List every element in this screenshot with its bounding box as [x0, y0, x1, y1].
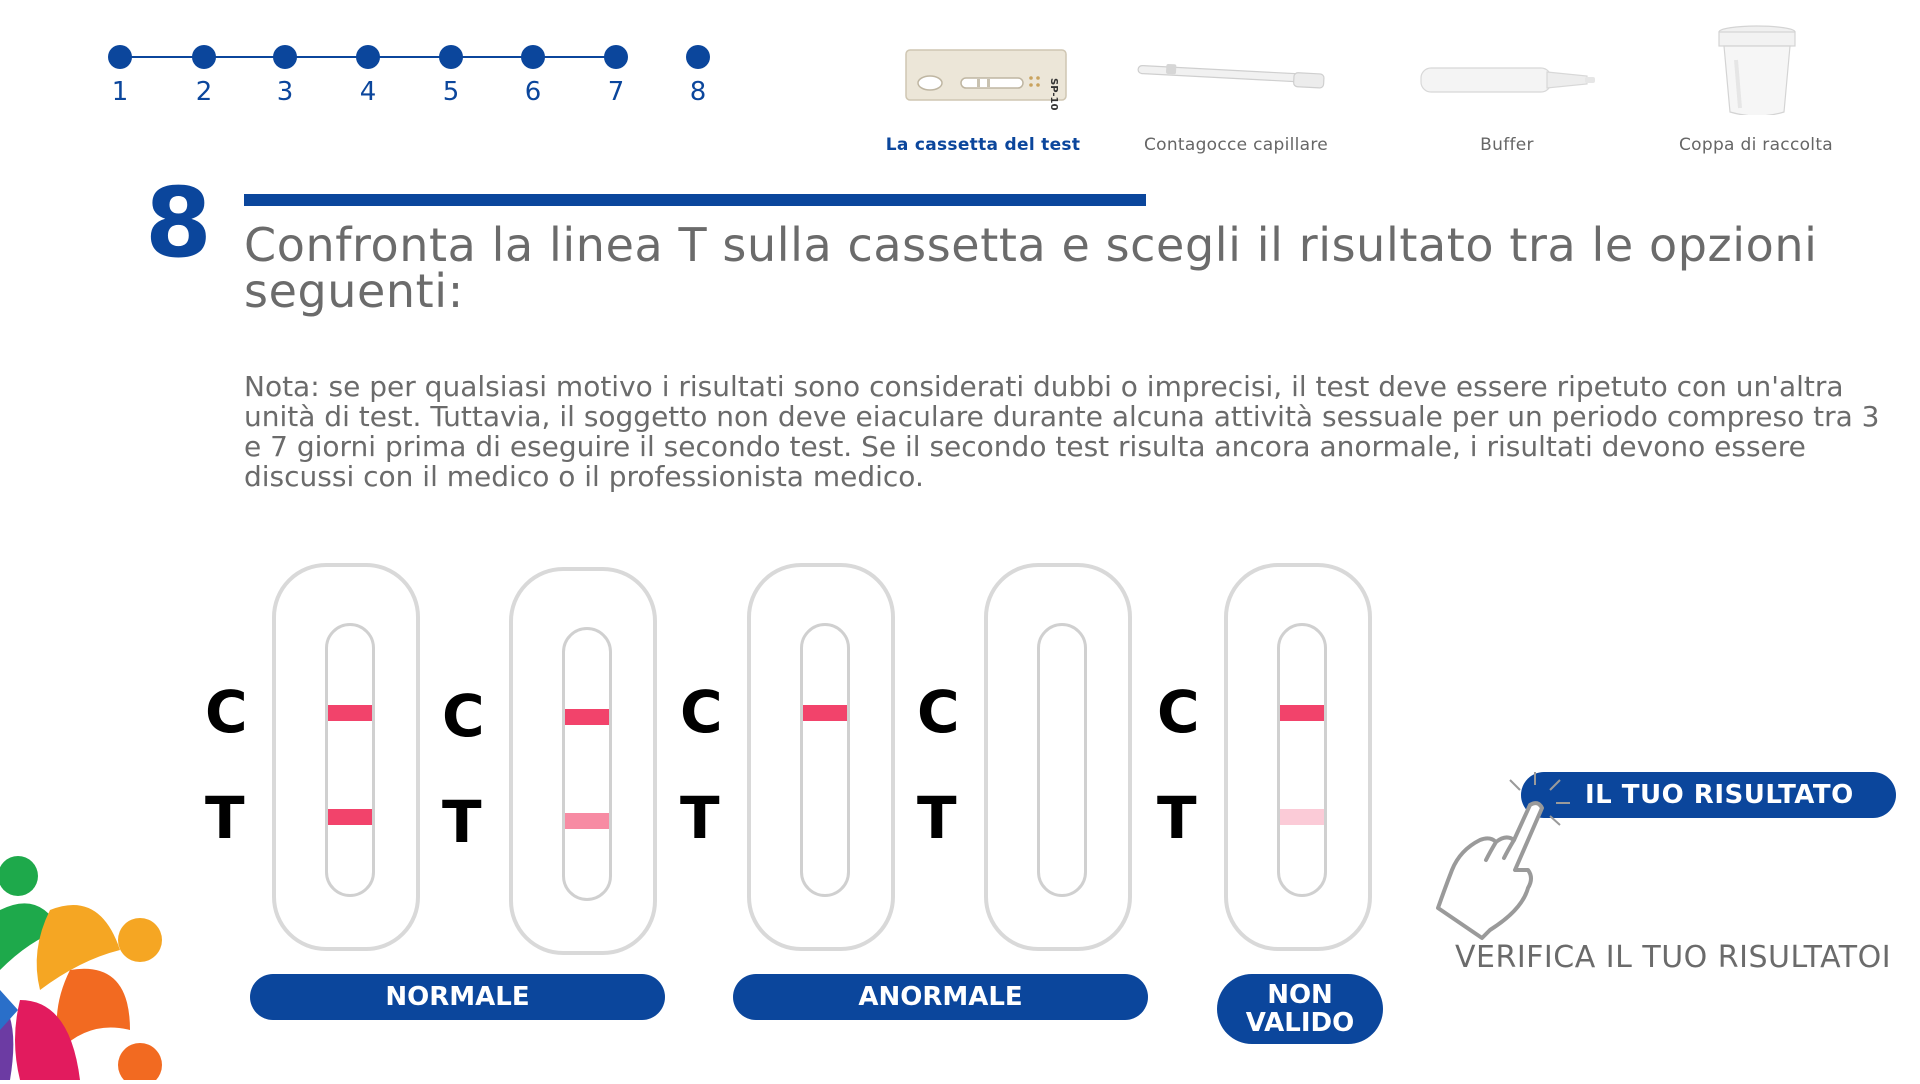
result-window	[800, 623, 850, 897]
instruction-note: Nota: se per qualsiasi motivo i risultati sono considerati dubbi o imprecisi, il test deve essere ripetuto con un'altra unità di test. Tuttavia, il soggetto non deve eiaculare durante alcuna attività sessuale per un periodo compreso tra 3 e 7 giorni prima di eseguire il secondo test. Se il secondo test risulta ancora anormale, i risultati devono essere discussi con il medico o il professionista medico.	[244, 370, 1880, 493]
control-line	[328, 705, 372, 721]
material-collection-cup[interactable]	[1646, 20, 1866, 155]
step-dot	[521, 45, 545, 69]
verify-result-text: VERIFICA IL TUO RISULTATOI	[1455, 940, 1892, 975]
control-line-label: C	[680, 678, 723, 746]
step-number: 4	[359, 77, 377, 107]
step-8[interactable]	[676, 45, 720, 107]
step-number: 5	[442, 77, 460, 107]
material-capillary-dropper[interactable]	[1126, 20, 1346, 155]
step-dot	[192, 45, 216, 69]
control-line	[803, 705, 847, 721]
step-number: 6	[524, 77, 542, 107]
test-line	[1280, 809, 1324, 825]
result-window	[562, 627, 612, 901]
test-line-label: T	[1157, 784, 1197, 852]
step-2[interactable]	[182, 45, 226, 107]
test-line-label: T	[442, 788, 482, 856]
material-label: La cassetta del test	[885, 135, 1081, 155]
step-4[interactable]	[346, 45, 390, 107]
step-dot	[273, 45, 297, 69]
step-5[interactable]	[429, 45, 473, 107]
step-number: 8	[689, 77, 707, 107]
current-step-number: 8	[145, 167, 212, 279]
step-dot	[604, 45, 628, 69]
heading-underline	[244, 194, 1146, 206]
instruction-heading: Confronta la linea T sulla cassetta e scegli il risultato tra le opzioni seguenti:	[244, 218, 1818, 318]
material-label: Coppa di raccolta	[1679, 135, 1833, 155]
invalid-label-line1: NON	[1267, 980, 1333, 1010]
test-line	[328, 809, 372, 825]
progress-stepper	[103, 45, 707, 115]
abnormal-result-button[interactable]: ANORMALE	[733, 974, 1148, 1020]
step-dot	[686, 45, 710, 69]
cassette-body	[984, 563, 1132, 951]
control-line-label: C	[917, 678, 960, 746]
step-number: 1	[111, 77, 129, 107]
invalid-label-line2: VALIDO	[1245, 1008, 1355, 1038]
control-line-label: C	[442, 682, 485, 750]
normal-result-button[interactable]: NORMALE	[250, 974, 665, 1020]
pointing-hand-icon	[1410, 770, 1610, 950]
control-line-label: C	[205, 678, 248, 746]
step-dot	[439, 45, 463, 69]
test-cassette-icon	[873, 20, 1093, 115]
step-3[interactable]	[263, 45, 307, 107]
step-7[interactable]	[594, 45, 638, 107]
result-window	[1037, 623, 1087, 897]
cassette-body	[1224, 563, 1372, 951]
control-line	[565, 709, 609, 725]
step-number: 3	[276, 77, 294, 107]
result-window	[1277, 623, 1327, 897]
invalid-result-button[interactable]	[1217, 974, 1383, 1044]
brand-logo-icon	[0, 850, 170, 1080]
cassette-body	[272, 563, 420, 951]
test-line-label: T	[680, 784, 720, 852]
step-dot	[356, 45, 380, 69]
material-label: Contagocce capillare	[1143, 135, 1329, 155]
step-number: 2	[195, 77, 213, 107]
test-line-label: T	[205, 784, 245, 852]
step-number: 7	[607, 77, 625, 107]
your-result-button[interactable]: IL TUO RISULTATO	[1521, 772, 1896, 818]
cassette-body	[747, 563, 895, 951]
test-line-label: T	[917, 784, 957, 852]
step-6[interactable]	[511, 45, 555, 107]
material-test-cassette[interactable]	[873, 20, 1093, 155]
step-dot	[108, 45, 132, 69]
control-line	[1280, 705, 1324, 721]
collection-cup-icon	[1646, 20, 1866, 115]
test-line	[565, 813, 609, 829]
material-label: Buffer	[1480, 135, 1534, 155]
control-line-label: C	[1157, 678, 1200, 746]
material-buffer[interactable]	[1397, 20, 1617, 155]
capillary-dropper-icon	[1126, 20, 1346, 115]
buffer-tube-icon	[1397, 20, 1617, 115]
cassette-brand-text: SP-10	[1048, 78, 1059, 111]
cassette-body	[509, 567, 657, 955]
result-window	[325, 623, 375, 897]
step-1[interactable]	[98, 45, 142, 107]
